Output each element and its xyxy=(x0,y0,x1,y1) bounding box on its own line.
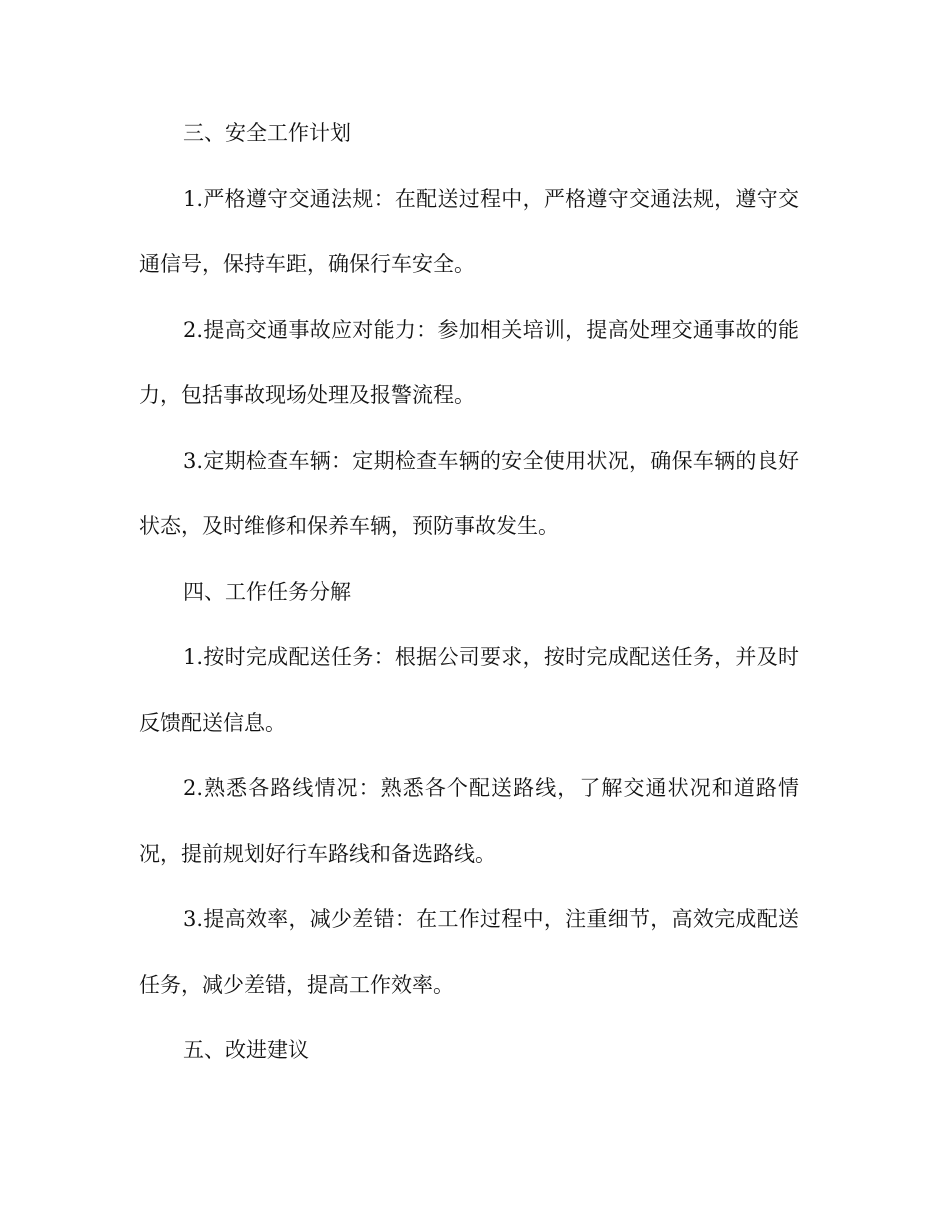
paragraph-traffic-rules: 1.严格遵守交通法规：在配送过程中，严格遵守交通法规，遵守交通信号，保持车距，确保行车安全。 xyxy=(139,186,799,276)
paragraph-route-familiarity: 2.熟悉各路线情况：熟悉各个配送路线，了解交通状况和道路情况，提前规划好行车路线和备选路线。 xyxy=(139,776,799,866)
section-heading-task-breakdown: 四、工作任务分解 xyxy=(183,579,351,604)
section-heading-improvement-suggestions: 五、改进建议 xyxy=(183,1038,309,1062)
document-body xyxy=(139,101,799,1084)
paragraph-efficiency: 3.提高效率，减少差错：在工作过程中，注重细节，高效完成配送任务，减少差错，提高工作效率。 xyxy=(139,907,799,997)
paragraph-vehicle-inspection: 3.定期检查车辆：定期检查车辆的安全使用状况，确保车辆的良好状态，及时维修和保养车辆，预防事故发生。 xyxy=(139,448,799,538)
paragraph-on-time-delivery: 1.按时完成配送任务：根据公司要求，按时完成配送任务，并及时反馈配送信息。 xyxy=(139,645,799,735)
section-heading-safety-plan: 三、安全工作计划 xyxy=(183,121,351,145)
paragraph-accident-response: 2.提高交通事故应对能力：参加相关培训，提高处理交通事故的能力，包括事故现场处理及报警流程。 xyxy=(139,317,799,407)
